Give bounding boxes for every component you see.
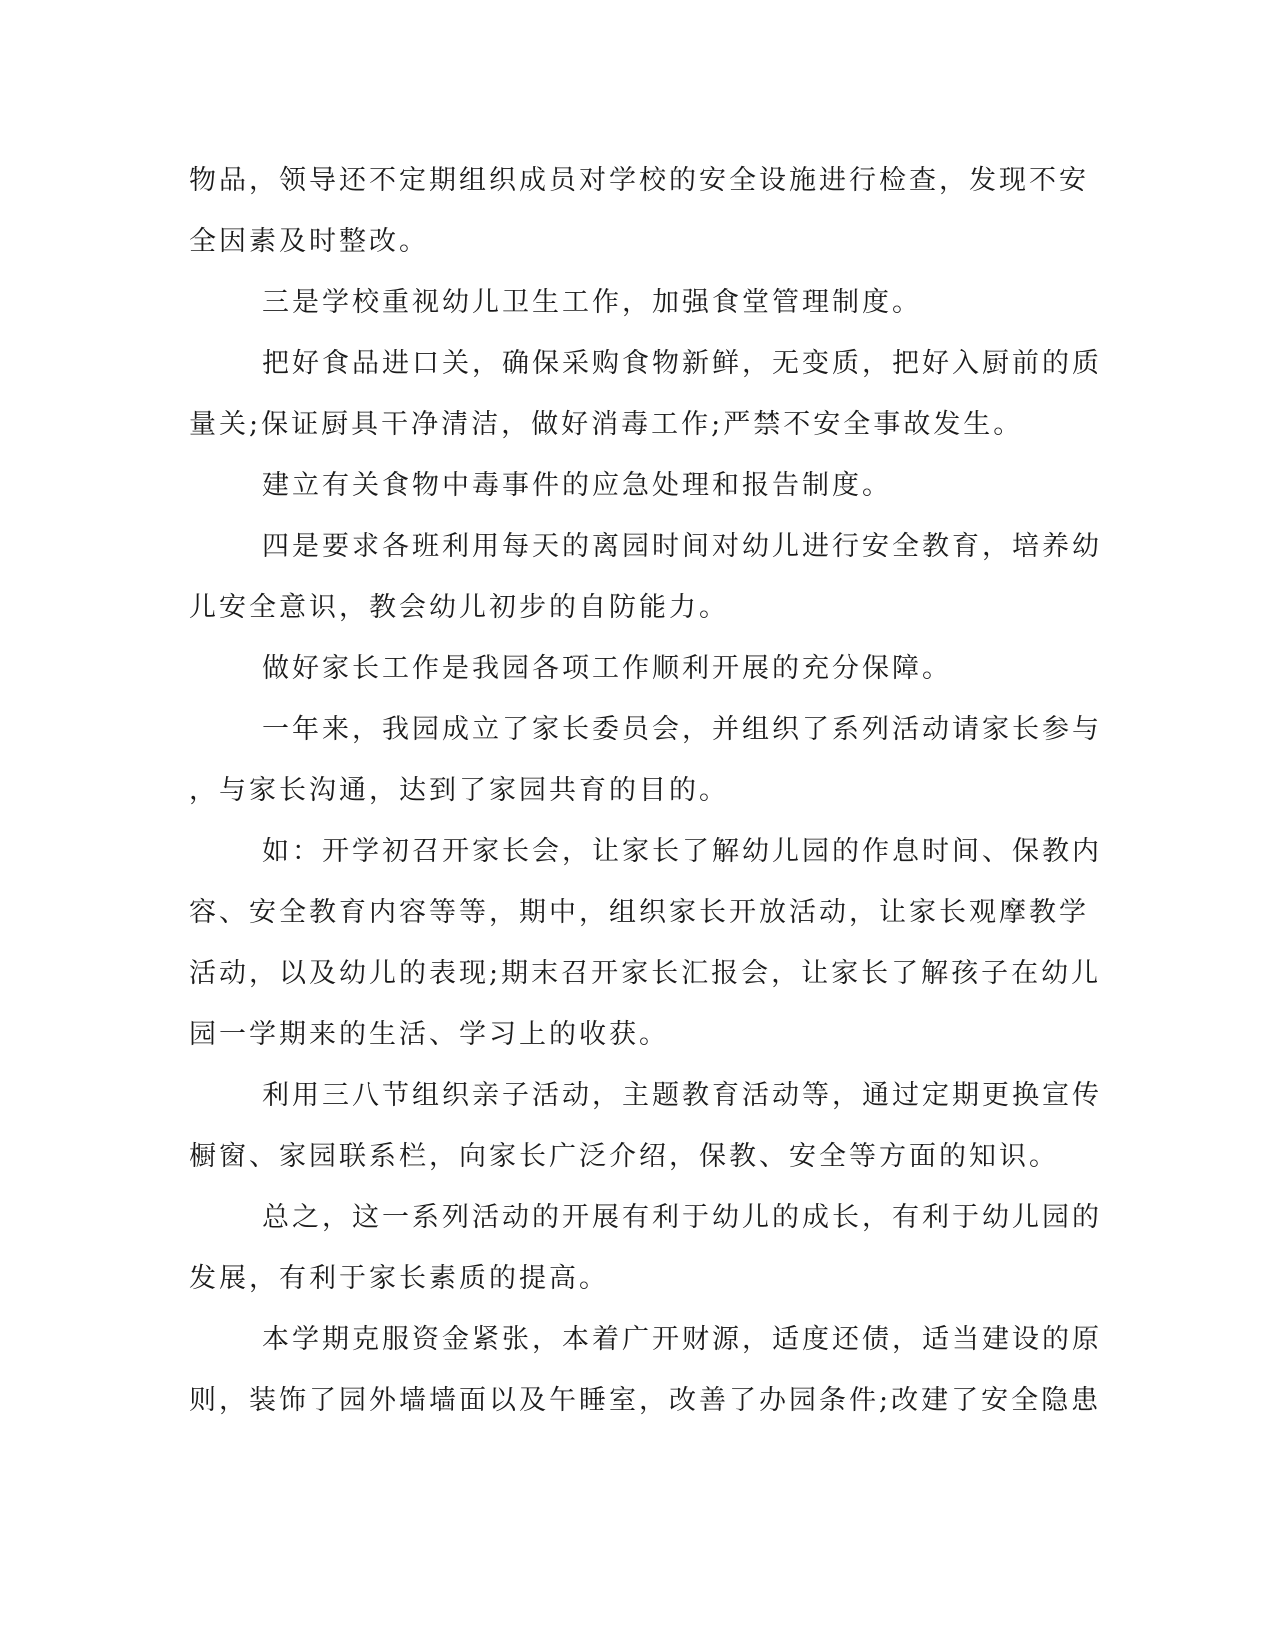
paragraph-line: 本学期克服资金紧张，本着广开财源，适度还债，适当建设的原 bbox=[262, 1324, 1102, 1355]
text-line: 全因素及时整改。 bbox=[189, 226, 429, 257]
paragraph-line: 把好食品进口关，确保采购食物新鲜，无变质，把好入厨前的质 bbox=[262, 348, 1102, 379]
text-line: 则，装饰了园外墙墙面以及午睡室，改善了办园条件;改建了安全隐患 bbox=[189, 1385, 1102, 1416]
paragraph-line: 如：开学初召开家长会，让家长了解幼儿园的作息时间、保教内 bbox=[262, 836, 1102, 867]
paragraph-line: 利用三八节组织亲子活动，主题教育活动等，通过定期更换宣传 bbox=[262, 1080, 1102, 1111]
paragraph-line: 三是学校重视幼儿卫生工作，加强食堂管理制度。 bbox=[262, 287, 922, 318]
text-line: 容、安全教育内容等等，期中，组织家长开放活动，让家长观摩教学 bbox=[189, 897, 1089, 928]
text-line: 活动，以及幼儿的表现;期末召开家长汇报会，让家长了解孩子在幼儿 bbox=[189, 958, 1102, 989]
paragraph-line: 建立有关食物中毒事件的应急处理和报告制度。 bbox=[262, 470, 892, 501]
text-line: 橱窗、家园联系栏，向家长广泛介绍，保教、安全等方面的知识。 bbox=[189, 1141, 1059, 1172]
text-line: 发展，有利于家长素质的提高。 bbox=[189, 1263, 609, 1294]
paragraph-line: 做好家长工作是我园各项工作顺利开展的充分保障。 bbox=[262, 653, 952, 684]
paragraph-line: 一年来，我园成立了家长委员会，并组织了系列活动请家长参与 bbox=[262, 714, 1102, 745]
paragraph-line: 总之，这一系列活动的开展有利于幼儿的成长，有利于幼儿园的 bbox=[262, 1202, 1102, 1233]
text-line: 物品，领导还不定期组织成员对学校的安全设施进行检查，发现不安 bbox=[189, 165, 1089, 196]
paragraph-line: 四是要求各班利用每天的离园时间对幼儿进行安全教育，培养幼 bbox=[262, 531, 1102, 562]
text-line: 园一学期来的生活、学习上的收获。 bbox=[189, 1019, 669, 1050]
text-line: 儿安全意识，教会幼儿初步的自防能力。 bbox=[189, 592, 729, 623]
text-line: ，与家长沟通，达到了家园共育的目的。 bbox=[189, 775, 729, 806]
text-line: 量关;保证厨具干净清洁，做好消毒工作;严禁不安全事故发生。 bbox=[189, 409, 1024, 440]
